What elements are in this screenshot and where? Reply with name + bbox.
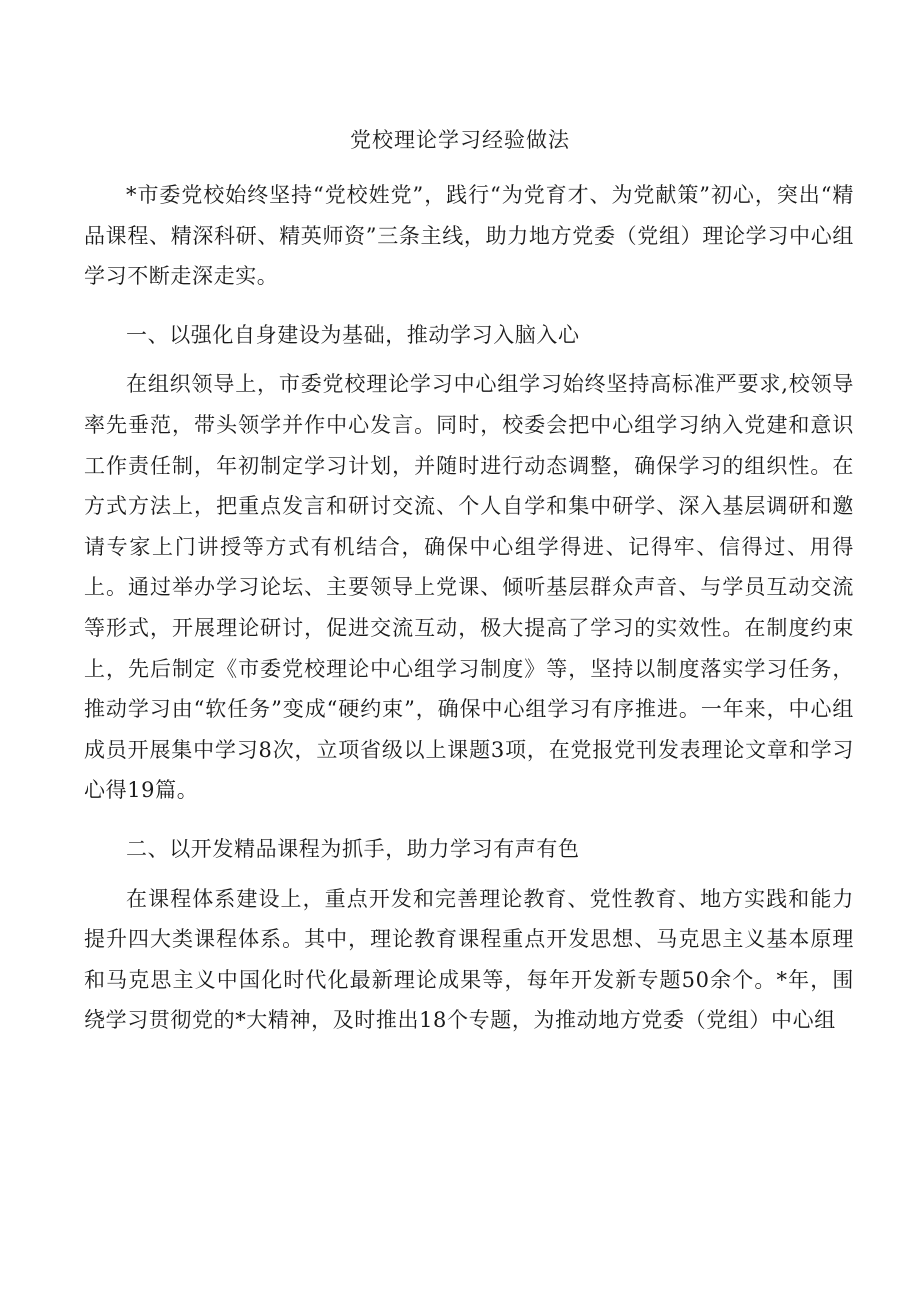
document-body: [84, 175, 854, 1041]
page-title: 党校理论学习经验做法: [350, 128, 570, 152]
section-2-paragraph: 在课程体系建设上，重点开发和完善理论教育、党性教育、地方实践和能力提升四大类课程体系。其中，理论教育课程重点开发思想、马克思主义基本原理和马克思主义中国化时代化最新理论成果等，每年开发新专题50余个。*年，围绕学习贯彻党的*大精神，及时推出18个专题，为推动地方党委（党组）中心组: [84, 886, 854, 1033]
section-1-paragraph: 在组织领导上，市委党校理论学习中心组学习始终坚持高标准严要求,校领导率先垂范，带头领学并作中心发言。同时，校委会把中心组学习纳入党建和意识工作责任制，年初制定学习计划，并随时进行动态调整，确保学习的组织性。在方式方法上，把重点发言和研讨交流、个人自学和集中研学、深入基层调研和邀请专家上门讲授等方式有机结合，确保中心组学得进、记得牢、信得过、用得上。通过举办学习论坛、主要领导上党课、倾听基层群众声音、与学员互动交流等形式，开展理论研讨，促进交流互动，极大提高了学习的实效性。在制度约束上，先后制定《市委党校理论中心组学习制度》等，坚持以制度落实学习任务，推动学习由“软任务”变成“硬约束”，确保中心组学习有序推进。一年来，中心组成员开展集中学习8次，立项省级以上课题3项，在党报党刊发表理论文章和学习心得19篇。: [84, 372, 854, 803]
section-heading-2: 二、以开发精品课程为抓手，助力学习有声有色: [126, 836, 580, 861]
intro-paragraph: *市委党校始终坚持“党校姓党”，践行“为党育才、为党献策”初心，突出“精品课程、精深科研、精英师资”三条主线，助力地方党委（党组）理论学习中心组学习不断走深走实。: [84, 183, 854, 289]
section-heading-1: 一、以强化自身建设为基础，推动学习入脑入心: [126, 322, 580, 347]
